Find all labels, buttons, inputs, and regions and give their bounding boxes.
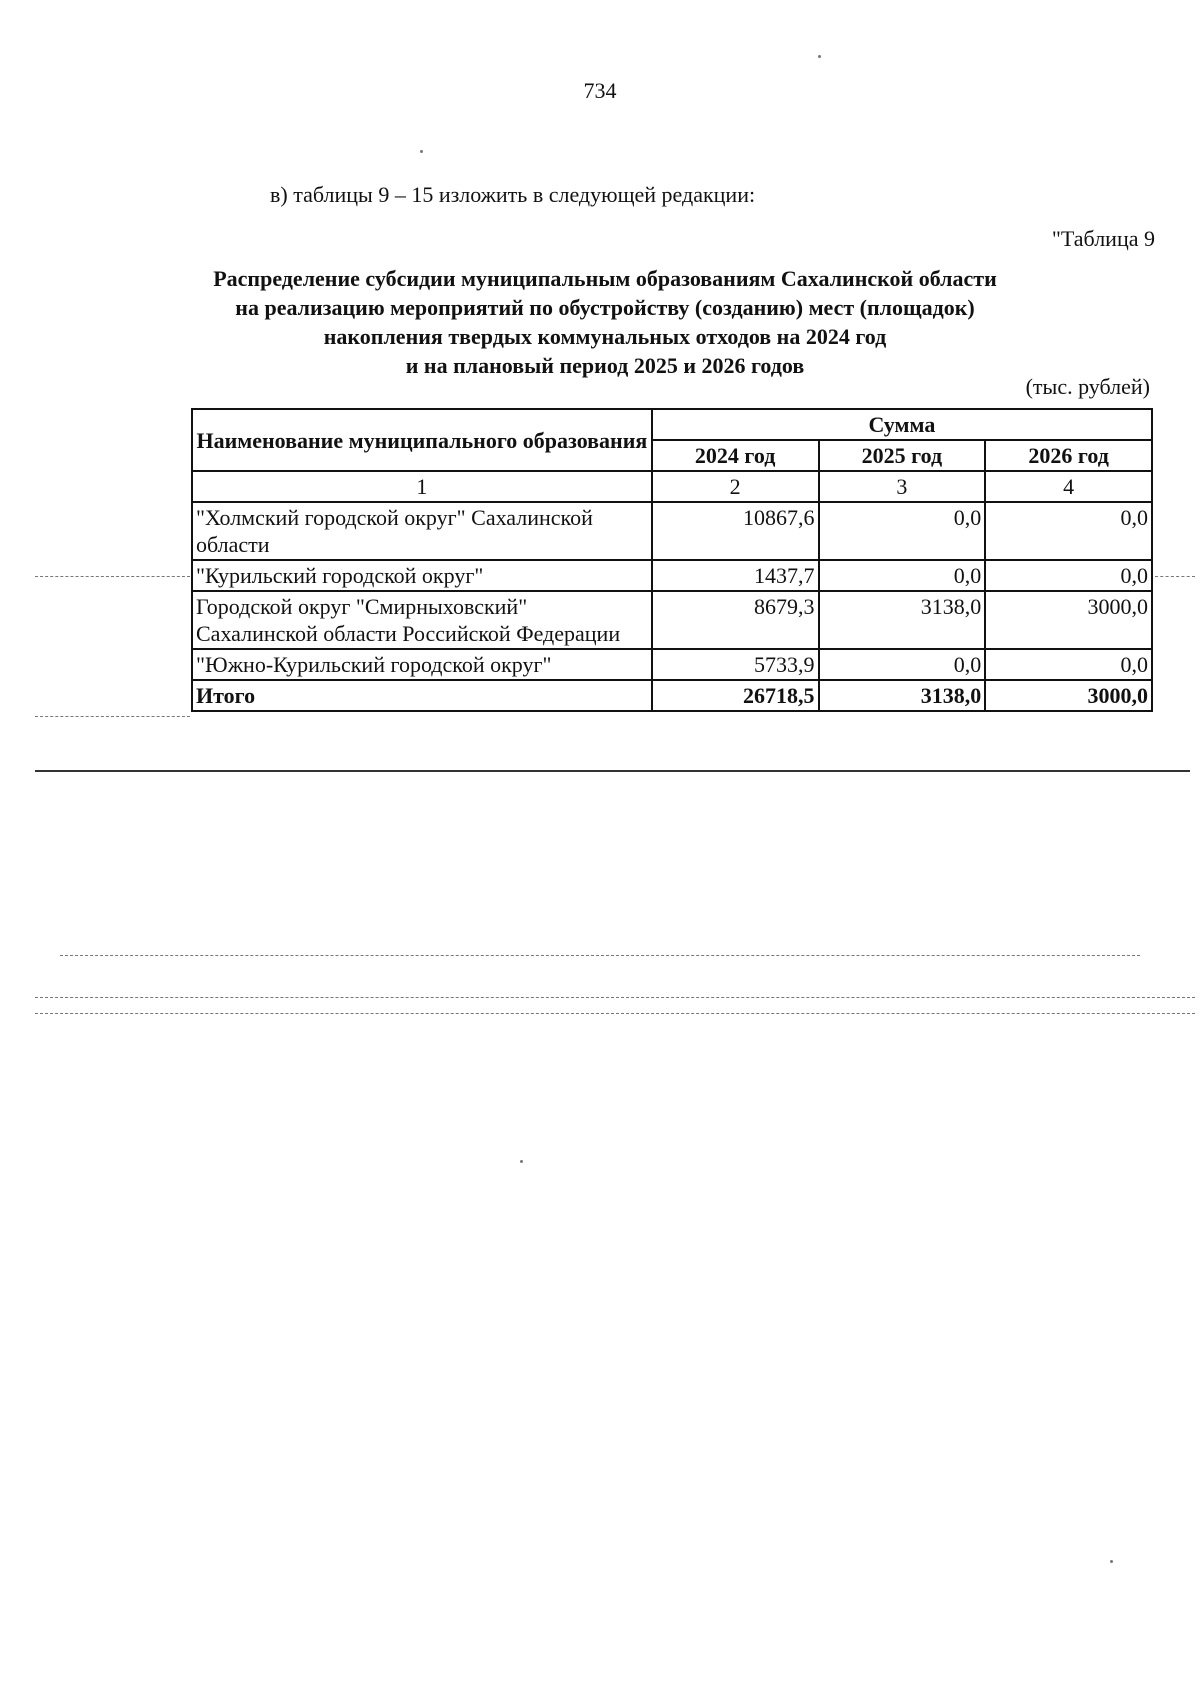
- amount-2025: 0,0: [819, 649, 986, 680]
- municipality-name: "Холмский городской округ" Сахалинской области: [192, 502, 652, 560]
- intro-text: в) таблицы 9 – 15 изложить в следующей редакции:: [270, 182, 756, 207]
- municipality-name: "Южно-Курильский городской округ": [192, 649, 652, 680]
- column-number: 2: [652, 471, 819, 502]
- header-row: [192, 409, 1152, 440]
- amount-2024: 5733,9: [652, 649, 819, 680]
- header-name: Наименование муниципального образования: [192, 409, 652, 471]
- amount-2026: 0,0: [985, 649, 1152, 680]
- municipality-name: "Курильский городской округ": [192, 560, 652, 591]
- scan-artifact-line: [1155, 576, 1195, 577]
- header-year: 2024 год: [652, 440, 819, 471]
- amount-2025: 3138,0: [819, 591, 986, 649]
- column-number: 4: [985, 471, 1152, 502]
- title-line: накопления твердых коммунальных отходов на 2024 год: [323, 324, 887, 349]
- scan-speck: [520, 1160, 523, 1163]
- table-reference: "Таблица 9: [1051, 226, 1155, 251]
- header-year: 2026 год: [985, 440, 1152, 471]
- header-year: 2025 год: [819, 440, 986, 471]
- table-row: [192, 560, 1152, 591]
- page-number: 734: [583, 78, 617, 103]
- scan-artifact-line: [60, 955, 1140, 956]
- scan-speck: [420, 150, 423, 153]
- amount-2025: 0,0: [819, 560, 986, 591]
- total-2026: 3000,0: [985, 680, 1152, 711]
- total-2024: 26718,5: [652, 680, 819, 711]
- scan-artifact-line: [35, 716, 190, 717]
- table-row: [192, 591, 1152, 649]
- total-row: [192, 680, 1152, 711]
- amount-2025: 0,0: [819, 502, 986, 560]
- scan-artifact-line: [35, 576, 190, 577]
- scan-artifact-line: [35, 1013, 1195, 1014]
- title-line: Распределение субсидии муниципальным образованиям Сахалинской области: [213, 266, 997, 291]
- scan-speck: [1110, 1560, 1113, 1563]
- amount-2026: 0,0: [985, 560, 1152, 591]
- table-title: [200, 264, 1010, 380]
- scan-artifact-line: [35, 997, 1195, 998]
- total-label: Итого: [192, 680, 652, 711]
- units-label: (тыс. рублей): [1025, 374, 1150, 399]
- column-number: 3: [819, 471, 986, 502]
- title-line: и на плановый период 2025 и 2026 годов: [405, 353, 805, 378]
- scan-speck: [818, 55, 821, 58]
- amount-2024: 8679,3: [652, 591, 819, 649]
- amount-2026: 3000,0: [985, 591, 1152, 649]
- subsidy-table: [191, 408, 1153, 712]
- municipality-name: Городской округ "Смирныховский" Сахалинской области Российской Федерации: [192, 591, 652, 649]
- title-line: на реализацию мероприятий по обустройству (созданию) мест (площадок): [235, 295, 975, 320]
- amount-2026: 0,0: [985, 502, 1152, 560]
- amount-2024: 1437,7: [652, 560, 819, 591]
- column-number-row: [192, 471, 1152, 502]
- amount-2024: 10867,6: [652, 502, 819, 560]
- header-sum: Сумма: [652, 409, 1152, 440]
- total-2025: 3138,0: [819, 680, 986, 711]
- table-row: [192, 649, 1152, 680]
- column-number: 1: [192, 471, 652, 502]
- scan-artifact-line: [35, 770, 1190, 772]
- table-row: [192, 502, 1152, 560]
